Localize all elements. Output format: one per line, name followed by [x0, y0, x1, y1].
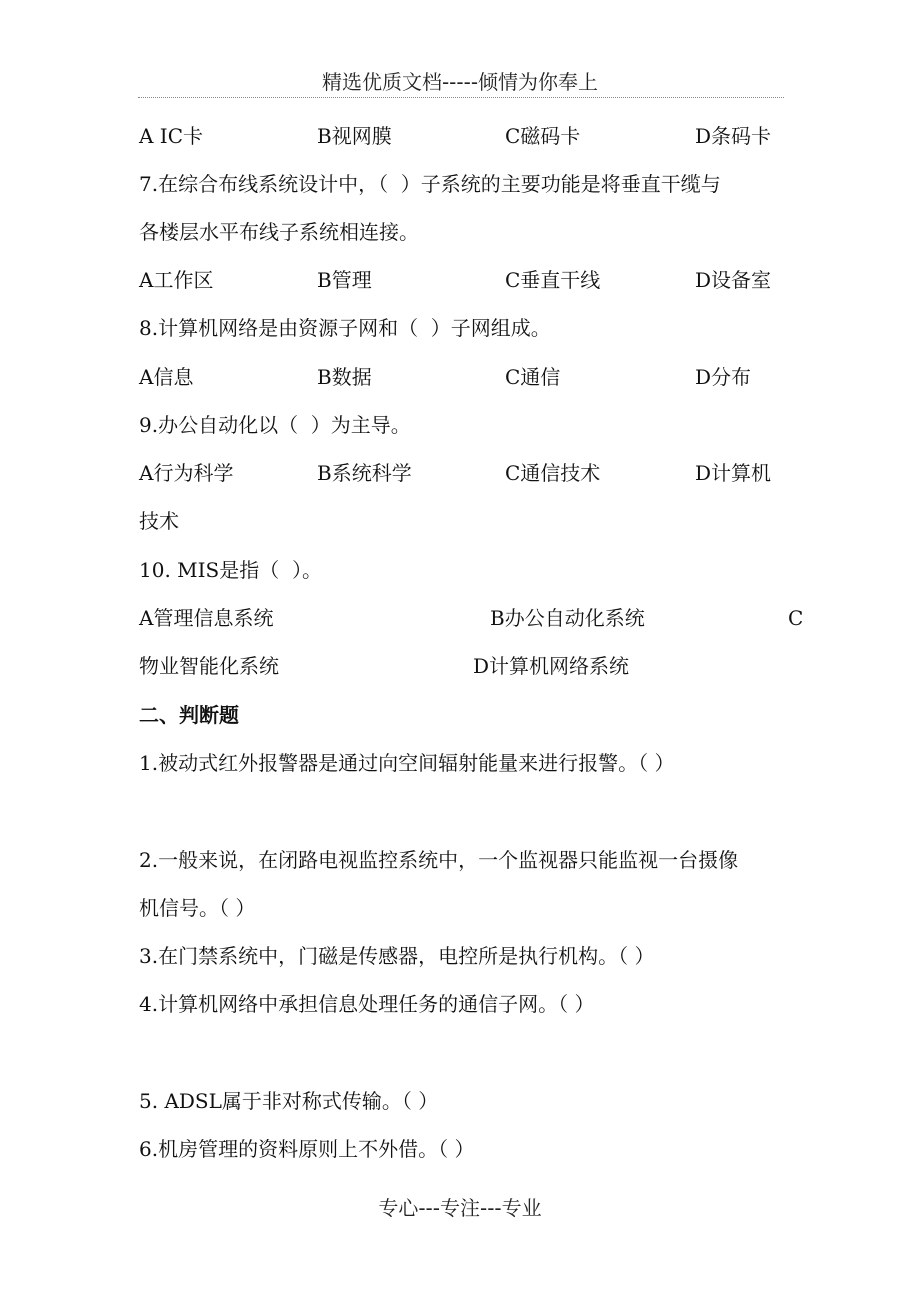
q6-option-a: A IC卡 [139, 124, 204, 148]
q8-text: 8.计算机网络是由资源子网和（ ）子网组成。 [139, 316, 551, 340]
tf-item-2-line1: 2.一般来说，在闭路电视监控系统中，一个监视器只能监视一台摄像 [139, 848, 739, 872]
section-title: 二、判断题 [139, 703, 239, 727]
q6-option-d: D条码卡 [695, 124, 772, 148]
q7-text-line2: 各楼层水平布线子系统相连接。 [139, 220, 419, 244]
q10-options-row1 [139, 603, 804, 633]
q8-option-c: C通信 [505, 365, 561, 389]
q7-option-a: A工作区 [139, 268, 214, 292]
tf-item-6: 6.机房管理的资料原则上不外借。（ ） [139, 1137, 475, 1161]
q9-option-d: D计算机 [695, 461, 772, 485]
q10-option-a: A管理信息系统 [139, 606, 274, 630]
q9-option-c: C通信技术 [505, 461, 601, 485]
q8-option-a: A信息 [139, 365, 194, 389]
page-footer: 专心---专注---专业 [378, 1196, 542, 1220]
q7-text-line1: 7.在综合布线系统设计中，（ ）子系统的主要功能是将垂直干缆与 [139, 172, 721, 196]
q9-options [139, 458, 772, 488]
q10-option-d: D计算机网络系统 [473, 654, 630, 678]
header-divider [138, 97, 784, 98]
q10-options-row2 [139, 651, 630, 681]
q8-option-b: B数据 [317, 365, 372, 389]
q6-options [139, 121, 772, 151]
q6-option-c: C磁码卡 [505, 124, 581, 148]
q10-text: 10. MIS是指（ ）。 [139, 558, 322, 582]
q10-option-b: B办公自动化系统 [490, 606, 645, 630]
q8-options [139, 362, 752, 392]
page-header: 精选优质文档-----倾情为你奉上 [321, 70, 599, 94]
tf-item-4: 4.计算机网络中承担信息处理任务的通信子网。（ ） [139, 992, 595, 1016]
q10-option-c-label: C [788, 606, 804, 630]
q8-option-d: D分布 [695, 365, 752, 389]
q6-option-b: B视网膜 [317, 124, 392, 148]
q9-option-b: B系统科学 [317, 461, 412, 485]
tf-item-1: 1.被动式红外报警器是通过向空间辐射能量来进行报警。（ ） [139, 751, 675, 775]
tf-item-2-line2: 机信号。（ ） [139, 896, 256, 920]
tf-item-5: 5. ADSL属于非对称式传输。（ ） [139, 1089, 439, 1113]
q9-text: 9.办公自动化以（ ）为主导。 [139, 413, 411, 437]
tf-item-3: 3.在门禁系统中，门磁是传感器，电控所是执行机构。（ ） [139, 944, 655, 968]
q7-option-d: D设备室 [695, 268, 772, 292]
q7-option-b: B管理 [317, 268, 372, 292]
q9-option-d-continuation: 技术 [139, 509, 179, 533]
q7-options [139, 265, 772, 295]
q10-option-c-text: 物业智能化系统 [139, 654, 279, 678]
q9-option-a: A行为科学 [139, 461, 234, 485]
q7-option-c: C垂直干线 [505, 268, 601, 292]
